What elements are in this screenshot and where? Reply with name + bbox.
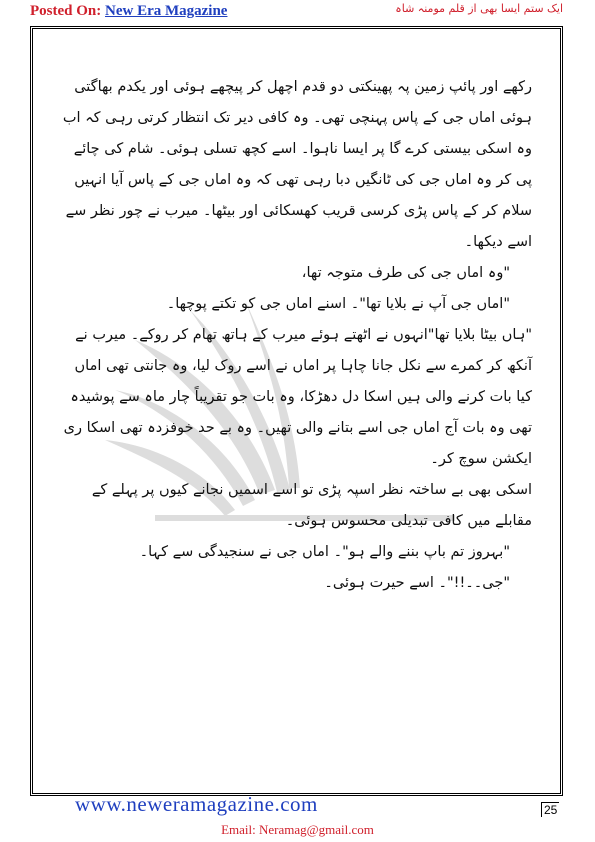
paragraph: "اماں جی آپ نے بلایا تھا"۔ اسنے اماں جی کو تکتے پوچھا۔ (166, 296, 510, 312)
paragraph: "ہاں بیٹا بلایا تھا"انہوں نے اٹھتے ہوئے میرب کے ہاتھ تھام کر روکے۔ میرب نے آنکھ کر کمرے سے نکل جانا چاہا پر اماں نے اسے روک لیا، وہ جانتی تھی اماں کیا بات کرنے والی ہیں اسکا دل دھڑکا، وہ بات جو تقریباً چار ماہ سے پوشیدہ تھی وہ بات آج اماں جی اسے بتانے والی تھیں۔ وہ بے حد خوفزدہ تھی اسکا ری ایکشن سوچ کر۔ (63, 327, 532, 467)
story-title: ایک ستم ایسا بھی از قلم مومنہ شاہ (395, 2, 563, 15)
page-number: 25 (541, 802, 559, 817)
website-link[interactable]: www.neweramagazine.com (75, 792, 318, 816)
paragraph: "جی۔۔!!"۔ اسے حیرت ہوئی۔ (324, 575, 510, 591)
story-body (62, 72, 532, 599)
email-address[interactable]: Email: Neramag@gmail.com (221, 822, 374, 837)
page-header (0, 0, 595, 26)
paragraph: رکھے اور پائپ زمین پہ پھینکتی دو قدم اچھل کر پیچھے ہوئی اور یکدم بھاگتی ہوئی اماں جی کے پاس پہنچی تھی۔ وہ کافی دیر تک انتظار کرتی رہی کہ اب وہ اسکی بیستی کرے گا پر ایسا ناہوا۔ اسے کچھ تسلی ہوئی۔ شام کی چائے پی کر وہ اماں جی کی ٹانگیں دبا رہی تھی کہ وہ اماں جی کے پاس آیا انہیں سلام کر کے پاس پڑی کرسی قریب کھسکائی اور بیٹھا۔ میرب نے چور نظر سے اسے دیکھا۔ (62, 79, 532, 250)
paragraph: "بہروز تم باپ بننے والے ہو"۔ اماں جی نے سنجیدگی سے کہا۔ (139, 544, 510, 560)
posted-on-line (30, 3, 227, 20)
posted-on-label: Posted On: (30, 3, 102, 19)
magazine-link[interactable]: New Era Magazine (105, 3, 228, 19)
paragraph: "وہ اماں جی کی طرف متوجہ تھا، (301, 265, 510, 281)
paragraph: اسکی بھی بے ساختہ نظر اسپہ پڑی تو اسے اسمیں نجانے کیوں پر پہلے کے مقابلے میں کافی تبدیلی محسوس ہوئی۔ (91, 482, 532, 529)
